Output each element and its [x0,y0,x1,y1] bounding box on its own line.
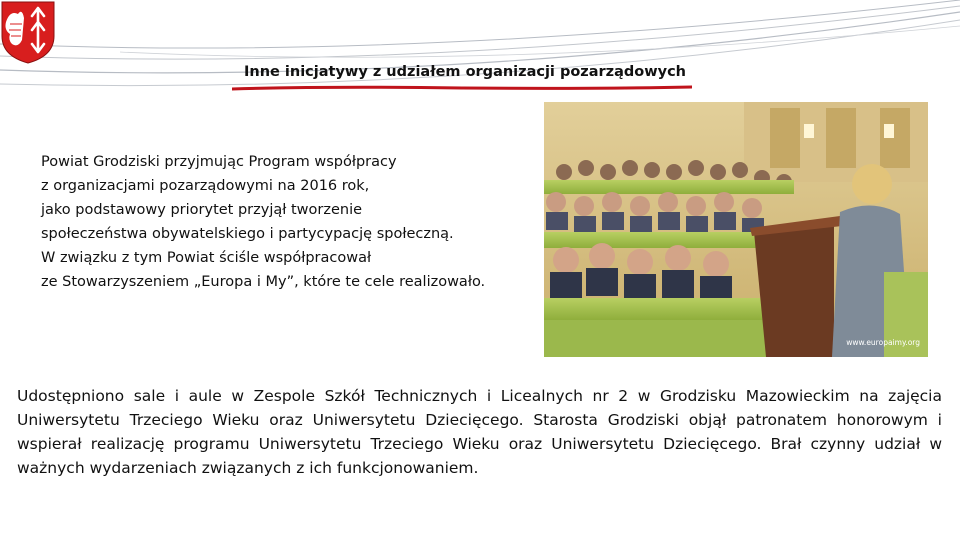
intro-paragraph [41,150,541,294]
intro-line: z organizacjami pozarządowymi na 2016 rok, [41,178,370,194]
intro-line: Powiat Grodziski przyjmując Program współpracy [41,154,397,170]
body-paragraph: Udostępniono sale i aule w Zespole Szkół Technicznych i Licealnych nr 2 w Grodzisku Mazowieckim na zajęcia Uniwersytetu Trzeciego Wieku oraz Uniwersytetu Dziecięcego. Starosta Grodziski objął patronatem honorowym i wspierał realizację programu Uniwersytetu Trzeciego Wieku oraz Uniwersytetu Dziecięcego. Brał czynny udział w ważnych wydarzeniach związanych z ich funkcjonowaniem. [17,387,942,477]
intro-line: W związku z tym Powiat ściśle współpracował [41,250,372,266]
intro-line: ze Stowarzyszeniem „Europa i My”, które te cele realizowało. [41,274,486,290]
title-underline [232,85,692,91]
intro-line: społeczeństwa obywatelskiego i partycypację społeczną. [41,226,454,242]
slide-title: Inne inicjatywy z udziałem organizacji pozarządowych [244,64,686,80]
intro-line: jako podstawowy priorytet przyjął tworzenie [41,202,363,218]
auditorium-photo [544,102,928,357]
auditorium-photo-illustration [544,102,928,357]
county-coat-of-arms-icon [0,0,56,64]
photo-watermark: www.europaimy.org [846,338,920,347]
